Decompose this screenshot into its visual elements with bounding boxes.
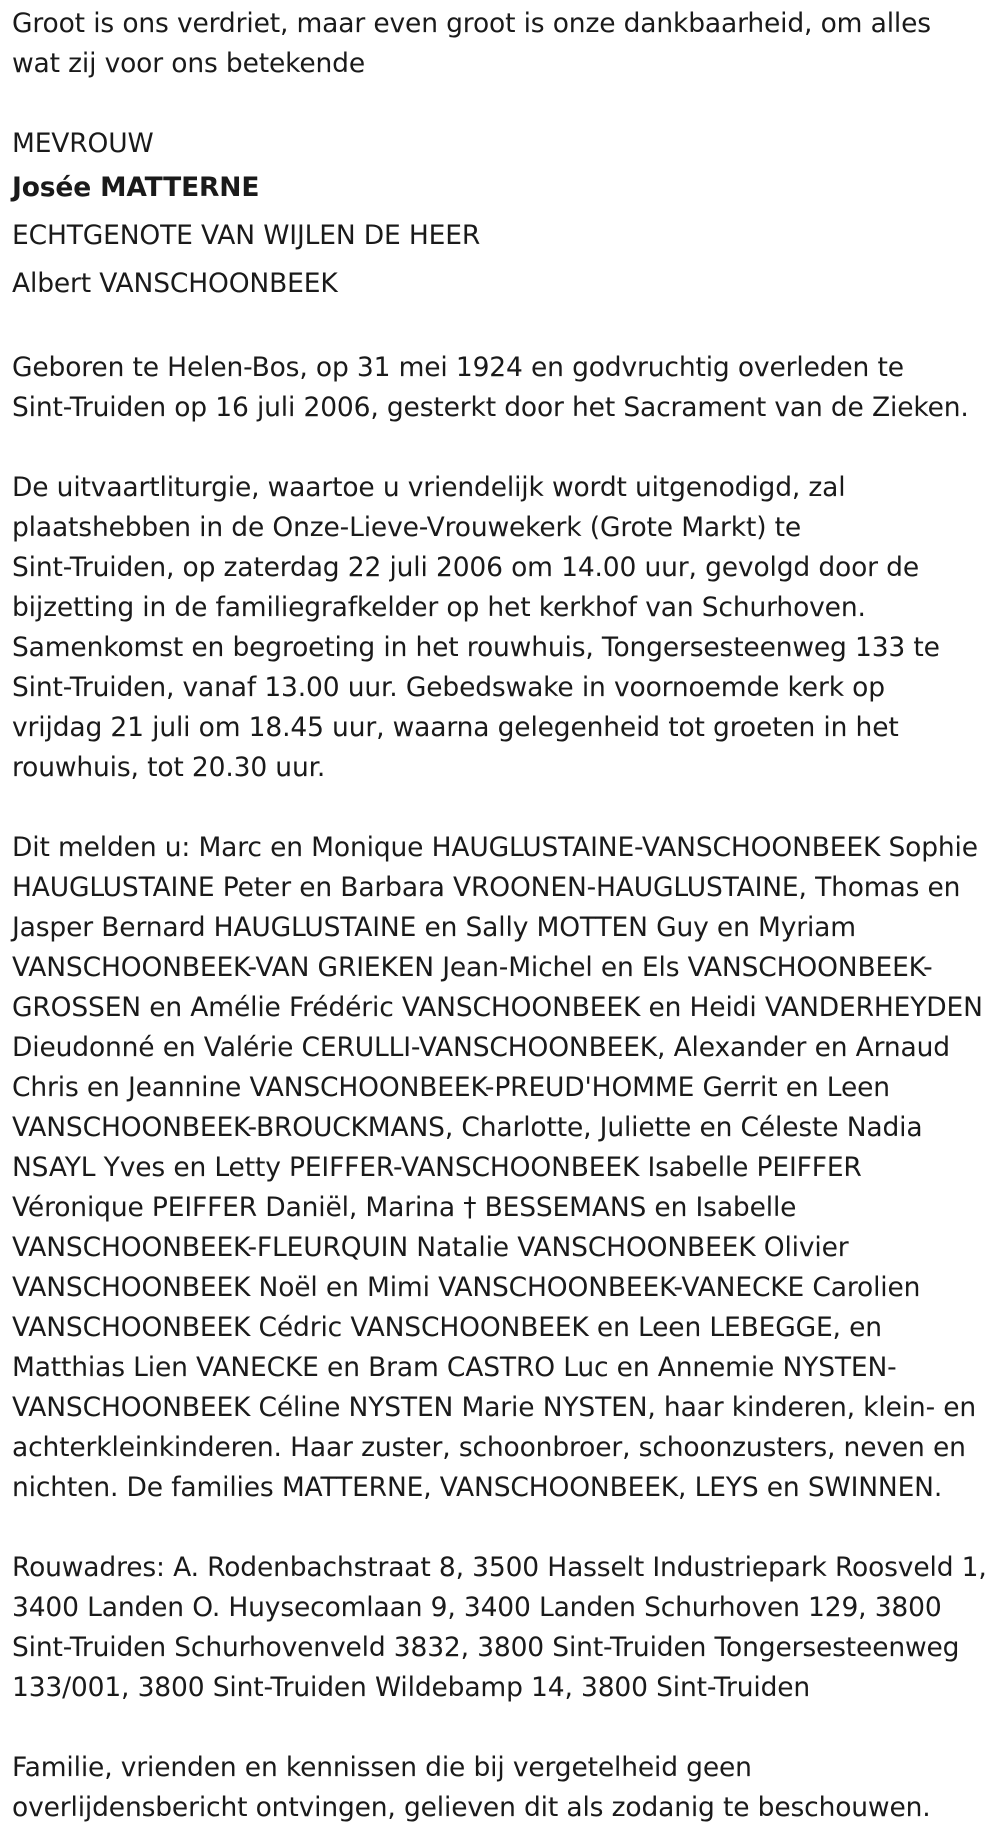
spouse-name: Albert VANSCHOONBEEK <box>12 268 338 299</box>
birth-death-line: Sint-Truiden op 16 juli 2006, gesterkt door het Sacrament van de Zieken. <box>12 392 969 423</box>
address-line: 3400 Landen O. Huysecomlaan 9, 3400 Landen Schurhoven 129, 3800 <box>12 1592 942 1623</box>
family-line: Jasper Bernard HAUGLUSTAINE en Sally MOTTEN Guy en Myriam <box>12 912 856 943</box>
address-line: Sint-Truiden Schurhovenveld 3832, 3800 Sint-Truiden Tongersesteenweg <box>12 1632 960 1663</box>
family-line: VANSCHOONBEEK Noël en Mimi VANSCHOONBEEK-VANECKE Carolien <box>12 1272 921 1303</box>
intro-line: Groot is ons verdriet, maar even groot is onze dankbaarheid, om alles <box>12 8 931 39</box>
spacer <box>12 308 996 348</box>
family-line: Dit melden u: Marc en Monique HAUGLUSTAINE-VANSCHOONBEEK Sophie <box>12 832 978 863</box>
obituary-notice <box>12 4 996 1828</box>
family-line: Véronique PEIFFER Daniël, Marina † BESSEMANS en Isabelle <box>12 1192 797 1223</box>
spacer <box>12 1708 996 1748</box>
deceased-header <box>12 124 996 308</box>
address-line: Rouwadres: A. Rodenbachstraat 8, 3500 Hasselt Industriepark Roosveld 1, <box>12 1552 987 1583</box>
family-line: VANSCHOONBEEK Céline NYSTEN Marie NYSTEN, haar kinderen, klein- en <box>12 1392 977 1423</box>
addresses-paragraph <box>12 1548 996 1708</box>
family-line: VANSCHOONBEEK-BROUCKMANS, Charlotte, Juliette en Céleste Nadia <box>12 1112 923 1143</box>
funeral-line: bijzetting in de familiegrafkelder op het kerkhof van Schurhoven. <box>12 592 866 623</box>
intro-line: wat zij voor ons betekende <box>12 48 365 79</box>
funeral-line: Sint-Truiden, vanaf 13.00 uur. Gebedswake in voornoemde kerk op <box>12 672 885 703</box>
salutation: MEVROUW <box>12 128 154 159</box>
family-line: HAUGLUSTAINE Peter en Barbara VROONEN-HAUGLUSTAINE, Thomas en <box>12 872 961 903</box>
family-line: achterkleinkinderen. Haar zuster, schoonbroer, schoonzusters, neven en <box>12 1432 966 1463</box>
family-line: nichten. De families MATTERNE, VANSCHOONBEEK, LEYS en SWINNEN. <box>12 1472 943 1503</box>
funeral-line: plaatshebben in de Onze-Lieve-Vrouwekerk (Grote Markt) te <box>12 512 802 543</box>
funeral-line: rouwhuis, tot 20.30 uur. <box>12 752 326 783</box>
funeral-line: Samenkomst en begroeting in het rouwhuis, Tongersesteenweg 133 te <box>12 632 940 663</box>
birth-death-paragraph <box>12 348 996 428</box>
funeral-line: vrijdag 21 juli om 18.45 uur, waarna gelegenheid tot groeten in het <box>12 712 899 743</box>
spacer <box>12 788 996 828</box>
family-line: NSAYL Yves en Letty PEIFFER-VANSCHOONBEEK Isabelle PEIFFER <box>12 1152 862 1183</box>
spouse-label: ECHTGENOTE VAN WIJLEN DE HEER <box>12 220 481 251</box>
birth-death-line: Geboren te Helen-Bos, op 31 mei 1924 en godvruchtig overleden te <box>12 352 904 383</box>
funeral-line: De uitvaartliturgie, waartoe u vriendelijk wordt uitgenodigd, zal <box>12 472 846 503</box>
family-line: GROSSEN en Amélie Frédéric VANSCHOONBEEK en Heidi VANDERHEYDEN <box>12 992 983 1023</box>
deceased-name: Josée MATTERNE <box>12 172 260 203</box>
address-line: 133/001, 3800 Sint-Truiden Wildebamp 14, 3800 Sint-Truiden <box>12 1672 811 1703</box>
closing-line: overlijdensbericht ontvingen, gelieven dit als zodanig te beschouwen. <box>12 1792 931 1823</box>
family-line: Dieudonné en Valérie CERULLI-VANSCHOONBEEK, Alexander en Arnaud <box>12 1032 950 1063</box>
closing-paragraph <box>12 1748 996 1828</box>
spacer <box>12 428 996 468</box>
intro-paragraph <box>12 4 996 84</box>
spacer <box>12 1508 996 1548</box>
spacer <box>12 84 996 124</box>
family-line: Chris en Jeannine VANSCHOONBEEK-PREUD'HOMME Gerrit en Leen <box>12 1072 890 1103</box>
family-line: VANSCHOONBEEK-FLEURQUIN Natalie VANSCHOONBEEK Olivier <box>12 1232 849 1263</box>
family-line: VANSCHOONBEEK-VAN GRIEKEN Jean-Michel en Els VANSCHOONBEEK- <box>12 952 933 983</box>
family-paragraph <box>12 828 996 1508</box>
funeral-line: Sint-Truiden, op zaterdag 22 juli 2006 om 14.00 uur, gevolgd door de <box>12 552 919 583</box>
family-line: Matthias Lien VANECKE en Bram CASTRO Luc en Annemie NYSTEN- <box>12 1352 897 1383</box>
closing-line: Familie, vrienden en kennissen die bij vergetelheid geen <box>12 1752 752 1783</box>
funeral-paragraph <box>12 468 996 788</box>
family-line: VANSCHOONBEEK Cédric VANSCHOONBEEK en Leen LEBEGGE, en <box>12 1312 882 1343</box>
